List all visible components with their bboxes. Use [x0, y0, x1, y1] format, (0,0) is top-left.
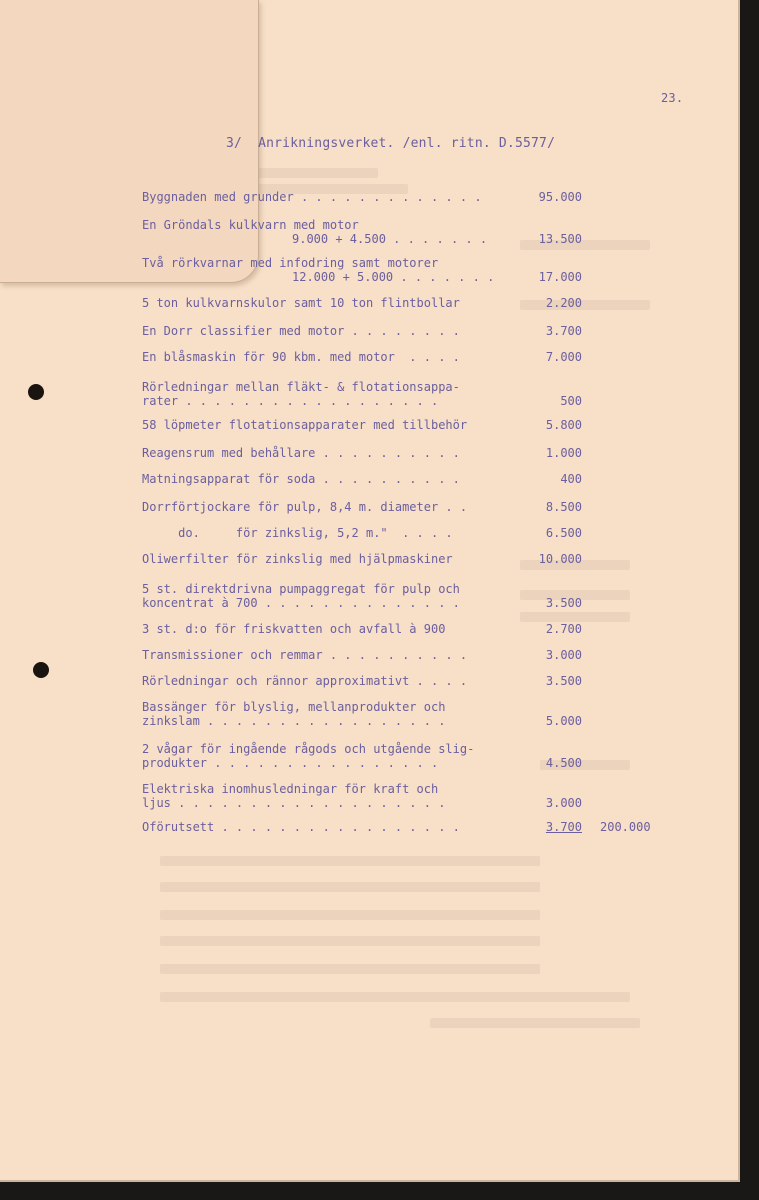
- cost-item: [142, 380, 582, 408]
- cost-item: [142, 674, 582, 688]
- cost-item-label: En blåsmaskin för 90 kbm. med motor . . . .: [142, 350, 460, 364]
- cost-item-amount: 5.800: [545, 418, 582, 432]
- cost-item: [142, 256, 582, 284]
- cost-item-amount: 3.000: [545, 648, 582, 662]
- cost-item-amount: 1.000: [545, 446, 582, 460]
- cost-item-amount: 6.500: [545, 526, 582, 540]
- cost-item-amount: 17.000: [538, 270, 582, 284]
- cost-item: [142, 218, 582, 246]
- cost-item-amount: 95.000: [538, 190, 582, 204]
- cost-item-amount: 3.700: [545, 324, 582, 338]
- cost-item-label: 58 löpmeter flotationsapparater med tillbehör: [142, 418, 468, 432]
- cost-item-amount: 13.500: [538, 232, 582, 246]
- cost-item-amount: 4.500: [545, 756, 582, 770]
- cost-item: [142, 552, 582, 566]
- cost-item-sublabel: produkter . . . . . . . . . . . . . . . .: [142, 756, 439, 770]
- cost-item-amount: 3.700: [545, 820, 582, 834]
- punch-hole-bottom: [33, 662, 49, 678]
- cost-item-label: Bassänger för blyslig, mellanprodukter och: [142, 700, 446, 714]
- cost-item-amount: 2.200: [545, 296, 582, 310]
- cost-item: [142, 324, 582, 338]
- cost-item-label: Oliwerfilter för zinkslig med hjälpmaskiner: [142, 552, 453, 566]
- cost-item-sublabel: 12.000 + 5.000 . . . . . . .: [292, 270, 495, 284]
- cost-item-label: 5 st. direktdrivna pumpaggregat för pulp och: [142, 582, 460, 596]
- cost-item-amount: 3.500: [545, 674, 582, 688]
- cost-item-label: Två rörkvarnar med infodring samt motorer: [142, 256, 439, 270]
- cost-item-label: 3 st. d:o för friskvatten och avfall à 900: [142, 622, 446, 636]
- cost-item: [142, 742, 582, 770]
- cost-item-label: Reagensrum med behållare . . . . . . . . . .: [142, 446, 460, 460]
- cost-item: [142, 582, 582, 610]
- cost-item-amount: 3.500: [545, 596, 582, 610]
- cost-item-label: Byggnaden med grunder . . . . . . . . . . . . .: [142, 190, 482, 204]
- cost-item-sublabel: 9.000 + 4.500 . . . . . . .: [292, 232, 488, 246]
- section-total: 200.000: [600, 820, 651, 834]
- cost-item: [142, 500, 582, 514]
- cost-item-label: En Dorr classifier med motor . . . . . . . .: [142, 324, 460, 338]
- cost-item: [142, 648, 582, 662]
- cost-item-label: Elektriska inomhusledningar för kraft och: [142, 782, 439, 796]
- cost-item: [142, 446, 582, 460]
- cost-item: [142, 782, 582, 810]
- cost-item-label: Matningsapparat för soda . . . . . . . . . .: [142, 472, 460, 486]
- cost-item: [142, 700, 582, 728]
- cost-item-label: Dorrförtjockare för pulp, 8,4 m. diameter . .: [142, 500, 468, 514]
- cost-item-label: do. för zinkslig, 5,2 m." . . . .: [142, 526, 453, 540]
- cost-item: [142, 820, 582, 834]
- cost-item-amount: 8.500: [545, 500, 582, 514]
- cost-item: [142, 418, 582, 432]
- cost-item-amount: 500: [560, 394, 582, 408]
- cost-item-label: 2 vågar för ingående rågods och utgående slig-: [142, 742, 475, 756]
- cost-item: [142, 472, 582, 486]
- cost-item-label: Rörledningar och rännor approximativt . . . .: [142, 674, 468, 688]
- cost-item: [142, 350, 582, 364]
- cost-item: [142, 190, 582, 204]
- cost-item-sublabel: rater . . . . . . . . . . . . . . . . . .: [142, 394, 439, 408]
- cost-item-sublabel: ljus . . . . . . . . . . . . . . . . . . .: [142, 796, 446, 810]
- cost-item: [142, 526, 582, 540]
- cost-item-label: Rörledningar mellan fläkt- & flotationsappa-: [142, 380, 460, 394]
- punch-hole-top: [28, 384, 44, 400]
- page-number: 23.: [661, 91, 684, 105]
- cost-item-amount: 10.000: [538, 552, 582, 566]
- cost-item-amount: 2.700: [545, 622, 582, 636]
- cost-item-label: Oförutsett . . . . . . . . . . . . . . . . .: [142, 820, 460, 834]
- section-heading: 3/ Anrikningsverket. /enl. ritn. D.5577/: [226, 136, 556, 151]
- cost-item-amount: 7.000: [545, 350, 582, 364]
- cost-item-sublabel: zinkslam . . . . . . . . . . . . . . . . .: [142, 714, 446, 728]
- cost-item: [142, 296, 582, 310]
- cost-item-amount: 400: [560, 472, 582, 486]
- cost-item: [142, 622, 582, 636]
- cost-item-amount: 3.000: [545, 796, 582, 810]
- cost-item-label: En Gröndals kulkvarn med motor: [142, 218, 359, 232]
- cost-item-label: 5 ton kulkvarnskulor samt 10 ton flintbollar: [142, 296, 460, 310]
- cost-item-sublabel: koncentrat à 700 . . . . . . . . . . . . . .: [142, 596, 460, 610]
- cost-item-amount: 5.000: [545, 714, 582, 728]
- cost-item-label: Transmissioner och remmar . . . . . . . . . .: [142, 648, 468, 662]
